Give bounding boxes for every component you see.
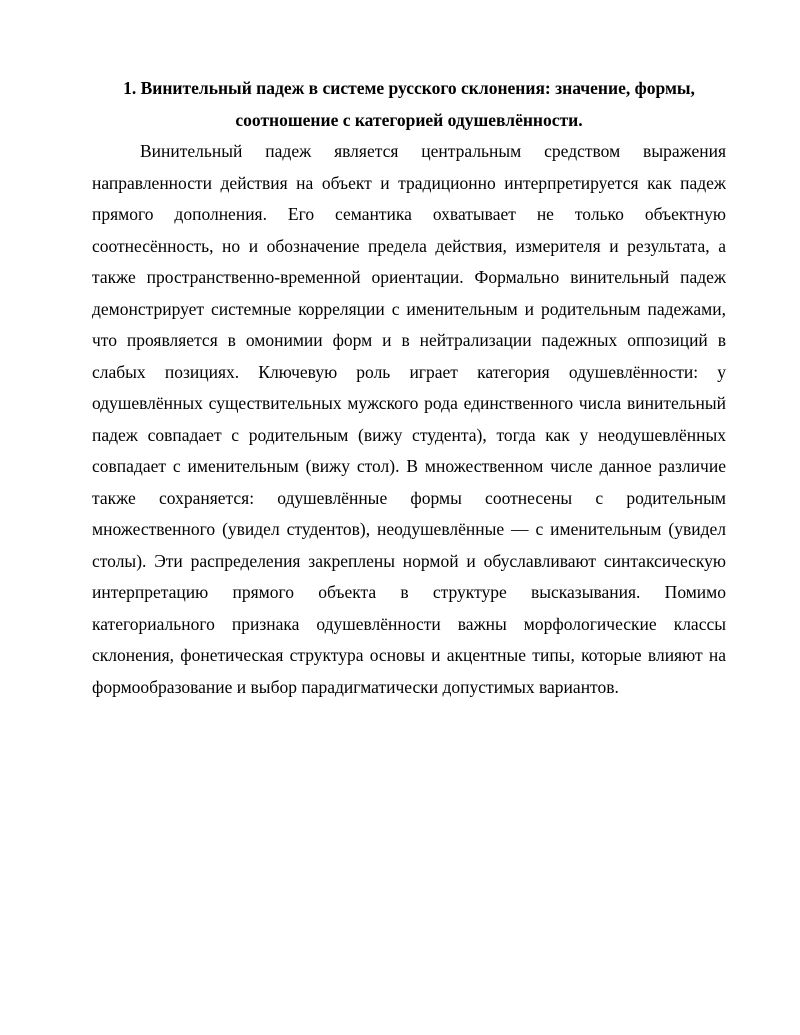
section-heading <box>92 73 726 136</box>
section-heading-line-1: 1. Винительный падеж в системе русского склонения: значение, формы, <box>123 78 695 98</box>
section-heading-line-2: соотношение с категорией одушевлённости. <box>235 109 583 130</box>
document-body <box>92 73 726 703</box>
body-paragraph: Винительный падеж является центральным средством выражения направленности действия на объект и традиционно интерпретируется как падеж прямого дополнения. Его семантика охватывает не только объектную соотнесённость, но и обозначение предела действия, измерителя и результата, а также пространственно-временной ориентации. Формально винительный падеж демонстрирует системные корреляции с именительным и родительным падежами, что проявляется в омонимии форм и в нейтрализации падежных оппозиций в слабых позициях. Ключевую роль играет категория одушевлённости: у одушевлённых существительных мужского рода единственного числа винительный падеж совпадает с родительным (вижу студента), тогда как у неодушевлённых совпадает с именительным (вижу стол). В множественном числе данное различие также сохраняется: одушевлённые формы соотнесены с родительным множественного (увидел студентов), неодушевлённые — с именительным (увидел столы). Эти распределения закреплены нормой и обуславливают синтаксическую интерпретацию прямого объекта в структуре высказывания. Помимо категориального признака одушевлённости важны морфологические классы склонения, фонетическая структура основы и акцентные типы, которые влияют на формообразование и выбор парадигматически допустимых вариантов. <box>92 141 726 697</box>
